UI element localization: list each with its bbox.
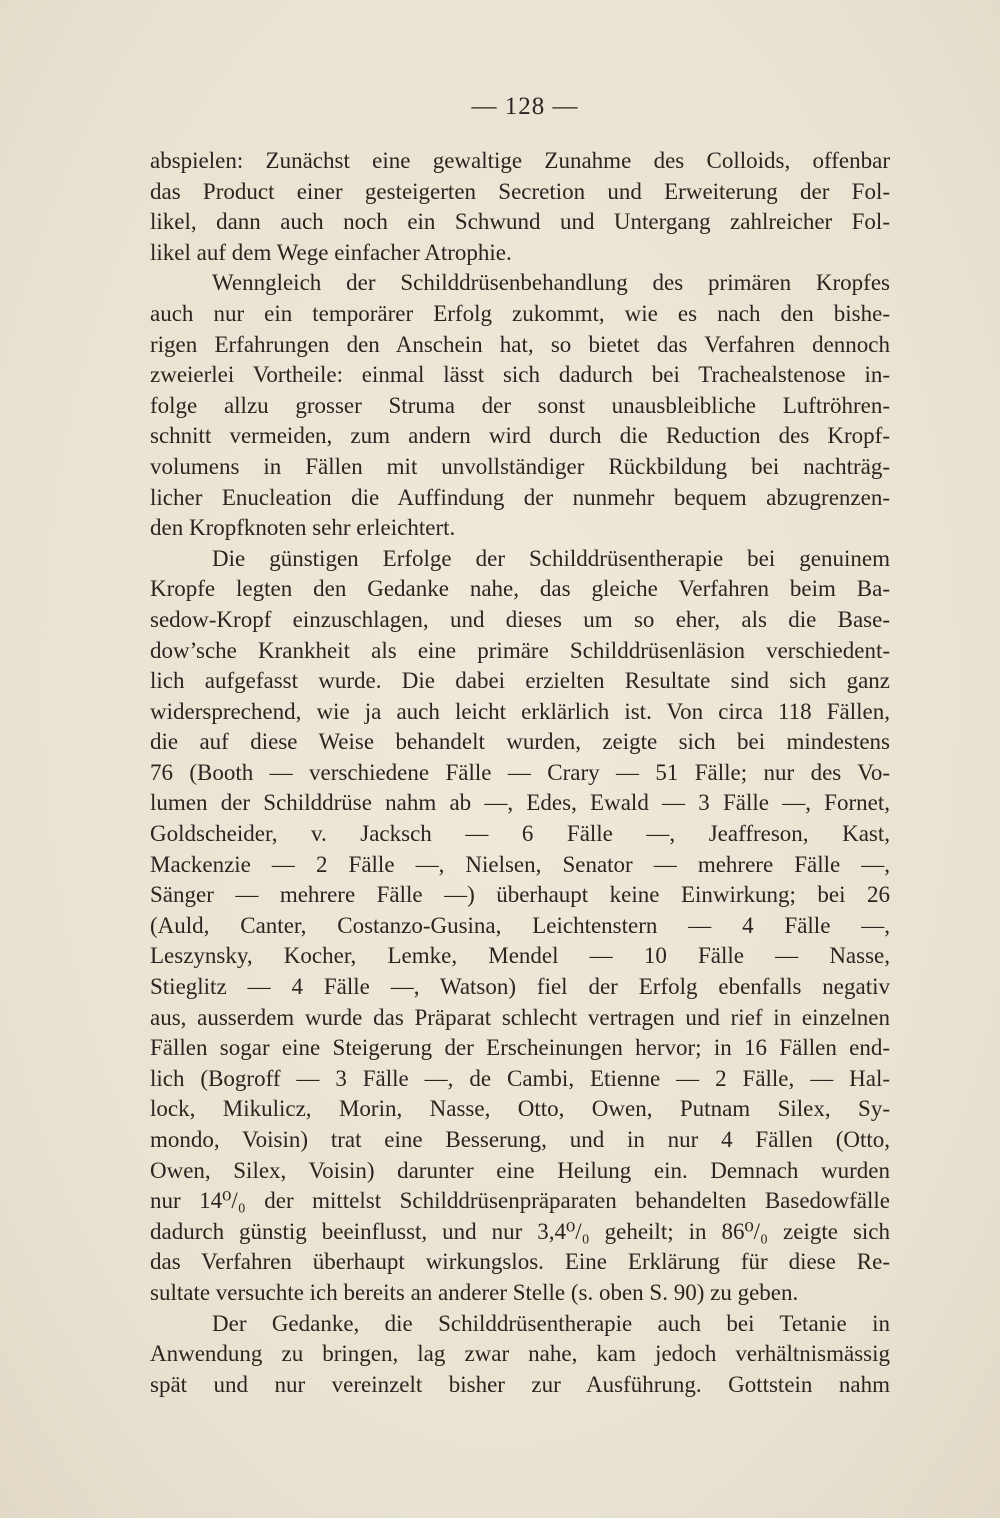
text-line: mondo, Voisin) trat eine Besserung, und in nur 4 Fällen (Otto,: [150, 1127, 890, 1152]
text-line: den Kropfknoten sehr erleichtert.: [150, 515, 456, 541]
text-line: Owen, Silex, Voisin) darunter eine Heilung ein. Demnach wurden: [150, 1157, 890, 1183]
text-line: Fällen sogar eine Steigerung der Erscheinungen hervor; in 16 Fällen end-: [150, 1035, 890, 1061]
text-line: dadurch günstig beeinflusst, und nur 3,4⁰/₀ geheilt; in 86⁰/₀ zeigte sich: [150, 1218, 890, 1244]
text-line: likel auf dem Wege einfacher Atrophie.: [150, 239, 512, 265]
text-line: sultate versuchte ich bereits an anderer Stelle (s. oben S. 90) zu geben.: [150, 1279, 799, 1305]
text-line: 76 (Booth — verschiedene Fälle — Crary — 51 Fälle; nur des Vo-: [150, 759, 890, 785]
text-line: volumens in Fällen mit unvollständiger Rückbildung bei nachträg-: [150, 453, 890, 479]
text-line: zweierlei Vortheile: einmal lässt sich dadurch bei Trachealstenose in-: [150, 362, 890, 388]
text-line: Sänger — mehrere Fälle —) überhaupt keine Einwirkung; bei 26: [150, 882, 890, 908]
text-line: nur 14⁰/₀ der mittelst Schilddrüsenpräparaten behandelten Basedowfälle: [150, 1188, 890, 1214]
text-line: lich aufgefasst wurde. Die dabei erzielten Resultate sind sich ganz: [150, 668, 890, 694]
text-line: widersprechend, wie ja auch leicht erklärlich ist. Von circa 118 Fällen,: [150, 698, 890, 724]
text-line: likel, dann auch noch ein Schwund und Untergang zahlreicher Fol-: [150, 209, 890, 235]
text-line: schnitt vermeiden, zum andern wird durch die Reduction des Kropf-: [150, 423, 890, 449]
text-line: rigen Erfahrungen den Anschein hat, so bietet das Verfahren dennoch: [150, 331, 890, 357]
text-line: dow’sche Krankheit als eine primäre Schilddrüsenläsion verschiedent-: [150, 637, 890, 663]
text-line: Leszynsky, Kocher, Lemke, Mendel — 10 Fälle — Nasse,: [150, 943, 890, 969]
text-line: auch nur ein temporärer Erfolg zukommt, wie es nach den bishe-: [150, 300, 890, 326]
text-line: lich (Bogroff — 3 Fälle —, de Cambi, Etienne — 2 Fälle, — Hal-: [150, 1065, 890, 1091]
page-number: — 128 —: [471, 93, 579, 120]
text-line: spät und nur vereinzelt bisher zur Ausführung. Gottstein nahm: [150, 1371, 890, 1397]
text-line: abspielen: Zunächst eine gewaltige Zunahme des Colloids, offenbar: [150, 148, 890, 173]
text-line: lock, Mikulicz, Morin, Nasse, Otto, Owen, Putnam Silex, Sy-: [150, 1096, 890, 1122]
text-line: Die günstigen Erfolge der Schilddrüsentherapie bei genuinem: [212, 545, 890, 571]
text-line: Wenngleich der Schilddrüsenbehandlung des primären Kropfes: [212, 270, 890, 296]
text-line: Stieglitz — 4 Fälle —, Watson) fiel der Erfolg ebenfalls negativ: [150, 974, 890, 1000]
text-line: die auf diese Weise behandelt wurden, zeigte sich bei mindestens: [150, 729, 890, 755]
text-line: Mackenzie — 2 Fälle —, Nielsen, Senator — mehrere Fälle —,: [150, 851, 890, 877]
text-line: Der Gedanke, die Schilddrüsentherapie auch bei Tetanie in: [212, 1310, 890, 1336]
text-line: folge allzu grosser Struma der sonst unausbleibliche Luftröhren-: [150, 392, 890, 418]
text-line: (Auld, Canter, Costanzo-Gusina, Leichtenstern — 4 Fälle —,: [150, 912, 890, 938]
text-line: das Verfahren überhaupt wirkungslos. Eine Erklärung für diese Re-: [150, 1249, 890, 1275]
text-line: Anwendung zu bringen, lag zwar nahe, kam jedoch verhältnismässig: [150, 1341, 890, 1367]
text-line: lumen der Schilddrüse nahm ab —, Edes, Ewald — 3 Fälle —, Fornet,: [150, 790, 890, 816]
text-line: licher Enucleation die Auffindung der nunmehr bequem abzugrenzen-: [150, 484, 890, 510]
text-line: sedow-Kropf einzuschlagen, und dieses um so eher, als die Base-: [150, 606, 890, 632]
text-line: Goldscheider, v. Jacksch — 6 Fälle —, Jeaffreson, Kast,: [150, 821, 890, 847]
text-line: Kropfe legten den Gedanke nahe, das gleiche Verfahren beim Ba-: [150, 576, 890, 602]
text-line: das Product einer gesteigerten Secretion und Erweiterung der Fol-: [150, 178, 890, 204]
body-text: [150, 146, 890, 1400]
text-line: aus, ausserdem wurde das Präparat schlecht vertragen und rief in einzelnen: [150, 1004, 890, 1030]
